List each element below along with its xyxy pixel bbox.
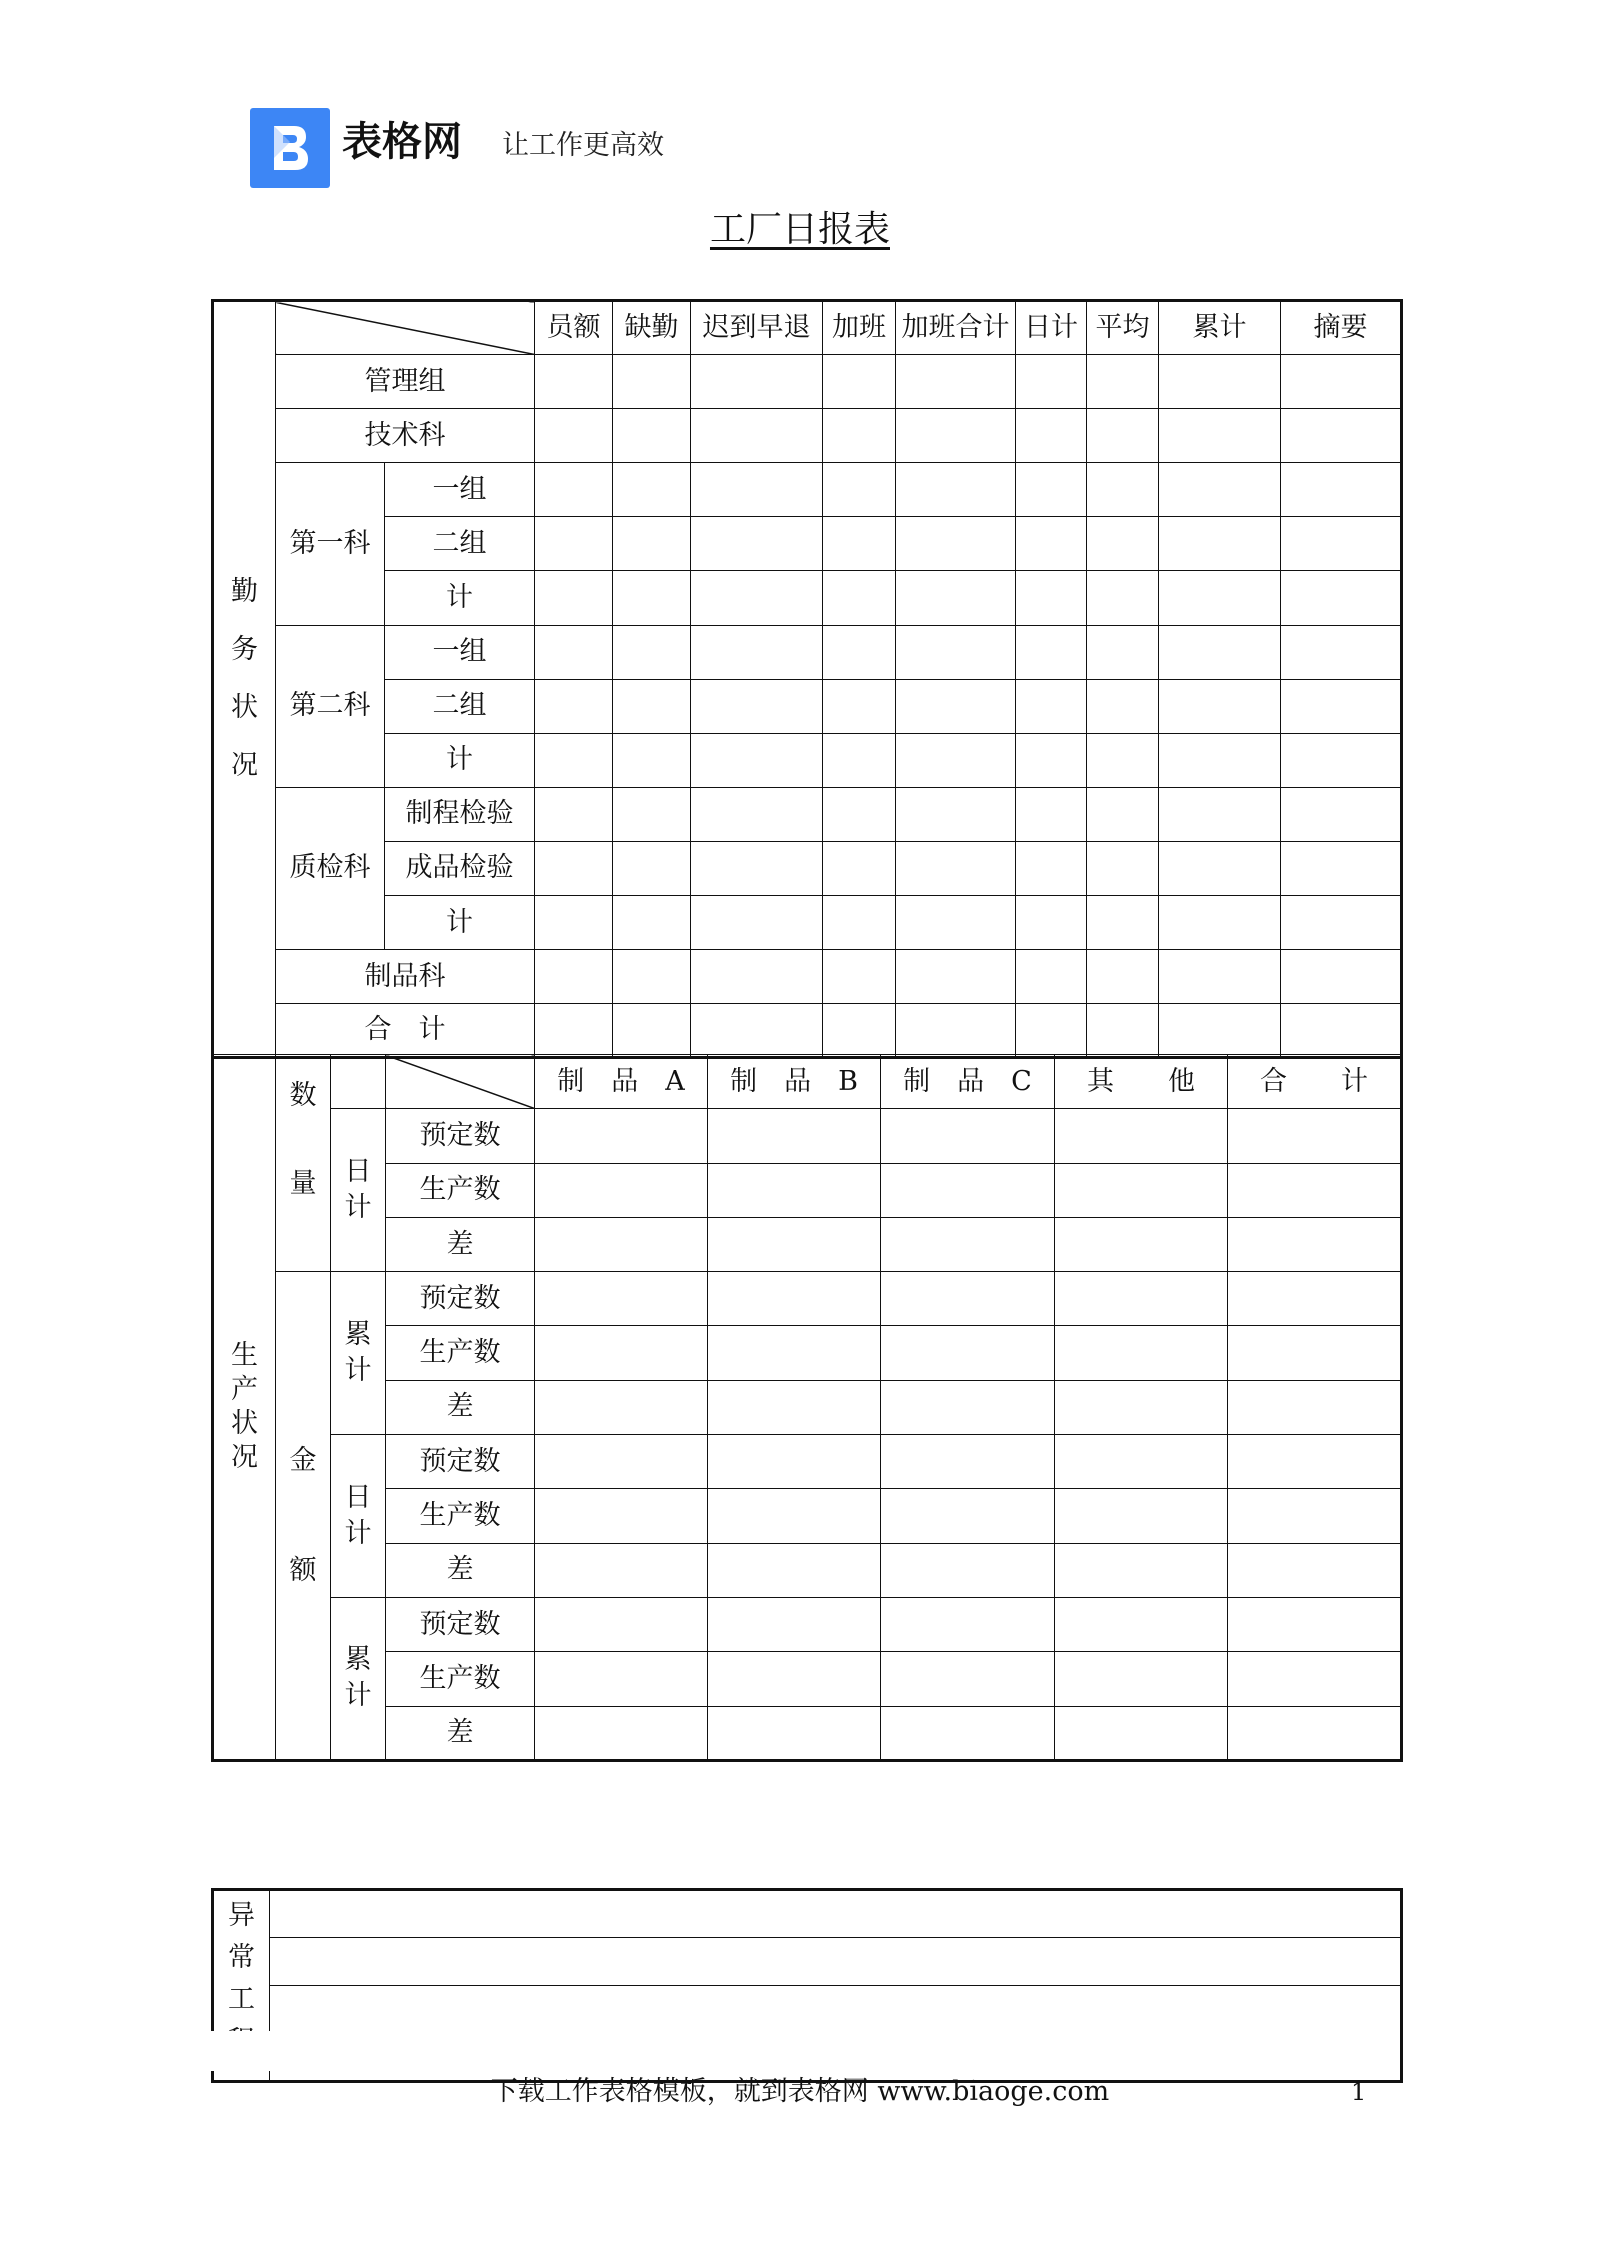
- col-header: 加班合计: [896, 301, 1016, 355]
- table-cell[interactable]: [1159, 1004, 1281, 1058]
- table-cell[interactable]: [1055, 1326, 1228, 1380]
- table-cell[interactable]: [535, 1163, 708, 1217]
- row-sublabel: 成品检验: [385, 841, 535, 895]
- table-cell[interactable]: [1228, 1597, 1402, 1651]
- table-cell[interactable]: [708, 1543, 881, 1597]
- row-sublabel: 计: [385, 571, 535, 625]
- table-cell[interactable]: [1016, 841, 1087, 895]
- row-sublabel: 预定数: [386, 1272, 535, 1326]
- table-cell[interactable]: [1228, 1272, 1402, 1326]
- row-sublabel: 生产数: [386, 1489, 535, 1543]
- table-cell[interactable]: [535, 950, 613, 1004]
- table-cell[interactable]: [1016, 409, 1087, 463]
- table-cell[interactable]: [1055, 1109, 1228, 1163]
- table-cell[interactable]: [613, 679, 691, 733]
- table-cell[interactable]: [708, 1652, 881, 1706]
- table-cell[interactable]: [1016, 1004, 1087, 1058]
- table-cell[interactable]: [1281, 679, 1402, 733]
- table-cell[interactable]: [1281, 787, 1402, 841]
- table-cell[interactable]: [535, 1435, 708, 1489]
- table-cell[interactable]: [1087, 950, 1159, 1004]
- table-cell[interactable]: [708, 1380, 881, 1434]
- table-cell[interactable]: [613, 733, 691, 787]
- table-cell[interactable]: [823, 355, 896, 409]
- table-cell[interactable]: [823, 896, 896, 950]
- abnormal-line[interactable]: [270, 1890, 1402, 1938]
- table-cell[interactable]: [535, 1004, 613, 1058]
- table-cell[interactable]: [1159, 679, 1281, 733]
- table-cell[interactable]: [535, 1706, 708, 1760]
- page-clip: [211, 2031, 1400, 2071]
- table-cell[interactable]: [535, 1272, 708, 1326]
- table-cell[interactable]: [823, 733, 896, 787]
- table-cell[interactable]: [881, 1489, 1055, 1543]
- table-cell[interactable]: [691, 517, 823, 571]
- table-cell[interactable]: [823, 517, 896, 571]
- table-cell[interactable]: [535, 571, 613, 625]
- table-cell[interactable]: [1228, 1326, 1402, 1380]
- table-cell[interactable]: [535, 1652, 708, 1706]
- table-cell[interactable]: [1228, 1380, 1402, 1434]
- header-diagonal-cell: [276, 301, 535, 355]
- table-cell[interactable]: [896, 355, 1016, 409]
- header-diagonal-cell: [386, 1055, 535, 1109]
- table-cell[interactable]: [896, 625, 1016, 679]
- table-cell[interactable]: [1159, 355, 1281, 409]
- table-cell[interactable]: [691, 571, 823, 625]
- row-sublabel: 差: [386, 1706, 535, 1760]
- table-cell[interactable]: [691, 841, 823, 895]
- table-cell[interactable]: [1281, 571, 1402, 625]
- row-sublabel: 预定数: [386, 1435, 535, 1489]
- table-cell[interactable]: [613, 1004, 691, 1058]
- table-cell[interactable]: [1016, 787, 1087, 841]
- quantity-daily-label: 日 计: [331, 1109, 386, 1272]
- table-cell[interactable]: [1159, 571, 1281, 625]
- table-cell[interactable]: [1087, 463, 1159, 517]
- abnormal-line[interactable]: [270, 1938, 1402, 1986]
- row-sublabel: 制程检验: [385, 787, 535, 841]
- table-cell[interactable]: [1016, 733, 1087, 787]
- table-cell[interactable]: [1281, 950, 1402, 1004]
- table-cell[interactable]: [823, 841, 896, 895]
- table-cell[interactable]: [1228, 1109, 1402, 1163]
- row-sublabel: 差: [386, 1217, 535, 1271]
- table-cell[interactable]: [896, 950, 1016, 1004]
- row-sublabel: 差: [386, 1380, 535, 1434]
- production-table: [211, 1054, 1403, 1762]
- row-sublabel: 二组: [385, 679, 535, 733]
- row-sublabel: 差: [386, 1543, 535, 1597]
- row-sublabel: 一组: [385, 625, 535, 679]
- col-header: 累计: [1159, 301, 1281, 355]
- table-cell[interactable]: [708, 1597, 881, 1651]
- production-section-label: 生 产 状 况: [213, 1055, 276, 1761]
- empty-header-cell: [331, 1055, 386, 1109]
- table-cell[interactable]: [613, 517, 691, 571]
- table-cell[interactable]: [691, 355, 823, 409]
- row-sublabel: 计: [385, 896, 535, 950]
- col-header: 其 他: [1055, 1055, 1228, 1109]
- abnormal-section-label: 异 常 工: [213, 1890, 270, 2082]
- table-cell[interactable]: [1055, 1543, 1228, 1597]
- table-cell[interactable]: [535, 679, 613, 733]
- table-cell[interactable]: [613, 625, 691, 679]
- table-cell[interactable]: [1087, 733, 1159, 787]
- table-cell[interactable]: [708, 1163, 881, 1217]
- table-cell[interactable]: [1016, 517, 1087, 571]
- table-cell[interactable]: [896, 841, 1016, 895]
- table-cell[interactable]: [1016, 463, 1087, 517]
- table-cell[interactable]: [881, 1163, 1055, 1217]
- table-cell[interactable]: [535, 733, 613, 787]
- col-header: 员额: [535, 301, 613, 355]
- quantity-label: 数 量: [276, 1055, 331, 1272]
- biaoge-logo-icon: [250, 108, 330, 188]
- table-cell[interactable]: [535, 463, 613, 517]
- row-sublabel: 一组: [385, 463, 535, 517]
- table-cell[interactable]: [823, 463, 896, 517]
- row-label-tech: 技术科: [276, 409, 535, 463]
- table-cell[interactable]: [1016, 355, 1087, 409]
- table-cell[interactable]: [1159, 733, 1281, 787]
- table-cell[interactable]: [1281, 517, 1402, 571]
- table-cell[interactable]: [1016, 896, 1087, 950]
- table-cell[interactable]: [1055, 1163, 1228, 1217]
- table-cell[interactable]: [1055, 1652, 1228, 1706]
- table-cell[interactable]: [881, 1380, 1055, 1434]
- table-cell[interactable]: [535, 1217, 708, 1271]
- col-header: 缺勤: [613, 301, 691, 355]
- row-label-qc: 质检科: [276, 787, 385, 949]
- table-cell[interactable]: [535, 1543, 708, 1597]
- table-cell[interactable]: [896, 733, 1016, 787]
- table-cell[interactable]: [1055, 1435, 1228, 1489]
- table-cell[interactable]: [1228, 1652, 1402, 1706]
- table-cell[interactable]: [1281, 896, 1402, 950]
- table-cell[interactable]: [1159, 841, 1281, 895]
- table-cell[interactable]: [708, 1272, 881, 1326]
- table-cell[interactable]: [708, 1706, 881, 1760]
- table-cell[interactable]: [535, 841, 613, 895]
- table-cell[interactable]: [691, 625, 823, 679]
- col-header: 合 计: [1228, 1055, 1402, 1109]
- table-cell[interactable]: [1281, 355, 1402, 409]
- col-header: 迟到早退: [691, 301, 823, 355]
- page-number: 1: [1351, 2078, 1367, 2106]
- table-cell[interactable]: [1087, 896, 1159, 950]
- table-cell[interactable]: [708, 1435, 881, 1489]
- table-cell[interactable]: [881, 1272, 1055, 1326]
- table-cell[interactable]: [535, 787, 613, 841]
- table-cell[interactable]: [691, 679, 823, 733]
- table-cell[interactable]: [1228, 1706, 1402, 1760]
- table-cell[interactable]: [691, 787, 823, 841]
- table-cell[interactable]: [823, 625, 896, 679]
- attendance-section-label: 勤 务 状 况: [213, 301, 276, 1058]
- table-cell[interactable]: [1281, 1004, 1402, 1058]
- table-cell[interactable]: [613, 463, 691, 517]
- logo-mark: [250, 108, 330, 188]
- table-cell[interactable]: [1159, 625, 1281, 679]
- cumulative-label: 累 计: [331, 1272, 386, 1435]
- table-cell[interactable]: [881, 1217, 1055, 1271]
- table-cell[interactable]: [823, 409, 896, 463]
- table-cell[interactable]: [535, 1109, 708, 1163]
- brand-name: 表格网: [342, 119, 462, 165]
- table-cell[interactable]: [896, 409, 1016, 463]
- col-header: 制 品 C: [881, 1055, 1055, 1109]
- table-cell[interactable]: [1159, 950, 1281, 1004]
- row-label-management: 管理组: [276, 355, 535, 409]
- table-cell[interactable]: [881, 1326, 1055, 1380]
- table-cell[interactable]: [823, 1004, 896, 1058]
- table-cell[interactable]: [535, 1326, 708, 1380]
- row-sublabel: 生产数: [386, 1652, 535, 1706]
- table-cell[interactable]: [535, 409, 613, 463]
- row-label-dept1: 第一科: [276, 463, 385, 625]
- table-cell[interactable]: [535, 517, 613, 571]
- table-cell[interactable]: [1087, 841, 1159, 895]
- table-cell[interactable]: [1159, 517, 1281, 571]
- table-cell[interactable]: [1087, 1004, 1159, 1058]
- col-header: 日计: [1016, 301, 1087, 355]
- col-header: 摘要: [1281, 301, 1402, 355]
- table-cell[interactable]: [1159, 463, 1281, 517]
- table-cell[interactable]: [708, 1489, 881, 1543]
- table-cell[interactable]: [823, 787, 896, 841]
- table-cell[interactable]: [896, 517, 1016, 571]
- table-cell[interactable]: [613, 950, 691, 1004]
- table-cell[interactable]: [881, 1597, 1055, 1651]
- page-title: 工厂日报表: [709, 209, 890, 250]
- table-cell[interactable]: [1016, 679, 1087, 733]
- table-cell[interactable]: [1016, 571, 1087, 625]
- brand-slogan: 让工作更高效: [502, 130, 664, 161]
- table-cell[interactable]: [1087, 625, 1159, 679]
- table-cell[interactable]: [1055, 1272, 1228, 1326]
- attendance-table: [211, 299, 1403, 1059]
- table-cell[interactable]: [823, 950, 896, 1004]
- table-cell[interactable]: [613, 571, 691, 625]
- table-cell[interactable]: [613, 409, 691, 463]
- table-cell[interactable]: [535, 355, 613, 409]
- row-label-total: 合 计: [276, 1004, 535, 1058]
- table-cell[interactable]: [896, 1004, 1016, 1058]
- table-cell[interactable]: [691, 463, 823, 517]
- table-cell[interactable]: [1055, 1380, 1228, 1434]
- table-cell[interactable]: [1159, 896, 1281, 950]
- table-cell[interactable]: [1281, 409, 1402, 463]
- table-cell[interactable]: [823, 679, 896, 733]
- row-sublabel: 计: [385, 733, 535, 787]
- row-sublabel: 二组: [385, 517, 535, 571]
- row-label-dept2: 第二科: [276, 625, 385, 787]
- table-cell[interactable]: [1281, 463, 1402, 517]
- row-sublabel: 预定数: [386, 1109, 535, 1163]
- table-cell[interactable]: [691, 896, 823, 950]
- table-cell[interactable]: [896, 571, 1016, 625]
- table-cell[interactable]: [881, 1435, 1055, 1489]
- table-cell[interactable]: [1055, 1597, 1228, 1651]
- table-cell[interactable]: [1087, 517, 1159, 571]
- table-cell[interactable]: [691, 1004, 823, 1058]
- table-cell[interactable]: [708, 1326, 881, 1380]
- table-cell[interactable]: [613, 787, 691, 841]
- col-header: 制 品 B: [708, 1055, 881, 1109]
- table-cell[interactable]: [823, 571, 896, 625]
- table-cell[interactable]: [535, 1489, 708, 1543]
- row-sublabel: 预定数: [386, 1597, 535, 1651]
- table-cell[interactable]: [896, 463, 1016, 517]
- table-cell[interactable]: [613, 896, 691, 950]
- table-cell[interactable]: [1281, 625, 1402, 679]
- table-cell[interactable]: [535, 1597, 708, 1651]
- table-cell[interactable]: [691, 950, 823, 1004]
- table-cell[interactable]: [1281, 841, 1402, 895]
- table-cell[interactable]: [1087, 679, 1159, 733]
- table-cell[interactable]: [708, 1109, 881, 1163]
- amount-daily-label: 日 计: [331, 1435, 386, 1598]
- table-cell[interactable]: [1055, 1706, 1228, 1760]
- table-cell[interactable]: [691, 733, 823, 787]
- table-cell[interactable]: [1228, 1435, 1402, 1489]
- table-cell[interactable]: [708, 1217, 881, 1271]
- col-header: 加班: [823, 301, 896, 355]
- table-cell[interactable]: [1159, 787, 1281, 841]
- table-cell[interactable]: [881, 1706, 1055, 1760]
- table-cell[interactable]: [535, 896, 613, 950]
- table-cell[interactable]: [1016, 625, 1087, 679]
- table-cell[interactable]: [1228, 1489, 1402, 1543]
- table-cell[interactable]: [1281, 733, 1402, 787]
- table-cell[interactable]: [1055, 1489, 1228, 1543]
- row-sublabel: 生产数: [386, 1326, 535, 1380]
- table-cell[interactable]: [1055, 1217, 1228, 1271]
- amount-cumulative-label: 累 计: [331, 1597, 386, 1760]
- table-cell[interactable]: [896, 896, 1016, 950]
- table-cell[interactable]: [881, 1652, 1055, 1706]
- table-cell[interactable]: [535, 1380, 708, 1434]
- footer-text: 下载工作表格模板，就到表格网 www.biaoge.com: [490, 2076, 1110, 2107]
- table-cell[interactable]: [1087, 355, 1159, 409]
- row-label-products-dept: 制品科: [276, 950, 535, 1004]
- table-cell[interactable]: [1228, 1163, 1402, 1217]
- table-cell[interactable]: [613, 841, 691, 895]
- table-cell[interactable]: [881, 1543, 1055, 1597]
- col-header: 制 品 A: [535, 1055, 708, 1109]
- row-sublabel: 生产数: [386, 1163, 535, 1217]
- table-cell[interactable]: [881, 1109, 1055, 1163]
- table-cell[interactable]: [613, 355, 691, 409]
- table-cell[interactable]: [1228, 1543, 1402, 1597]
- table-cell[interactable]: [1228, 1217, 1402, 1271]
- table-cell[interactable]: [1087, 571, 1159, 625]
- table-cell[interactable]: [1087, 787, 1159, 841]
- table-cell[interactable]: [1016, 950, 1087, 1004]
- table-cell[interactable]: [1087, 409, 1159, 463]
- table-cell[interactable]: [896, 679, 1016, 733]
- amount-label: 金 额: [276, 1272, 331, 1761]
- table-cell[interactable]: [535, 625, 613, 679]
- table-cell[interactable]: [1159, 409, 1281, 463]
- abnormal-line[interactable]: [270, 1986, 1402, 2034]
- col-header: 平均: [1087, 301, 1159, 355]
- table-cell[interactable]: [691, 409, 823, 463]
- table-cell[interactable]: [896, 787, 1016, 841]
